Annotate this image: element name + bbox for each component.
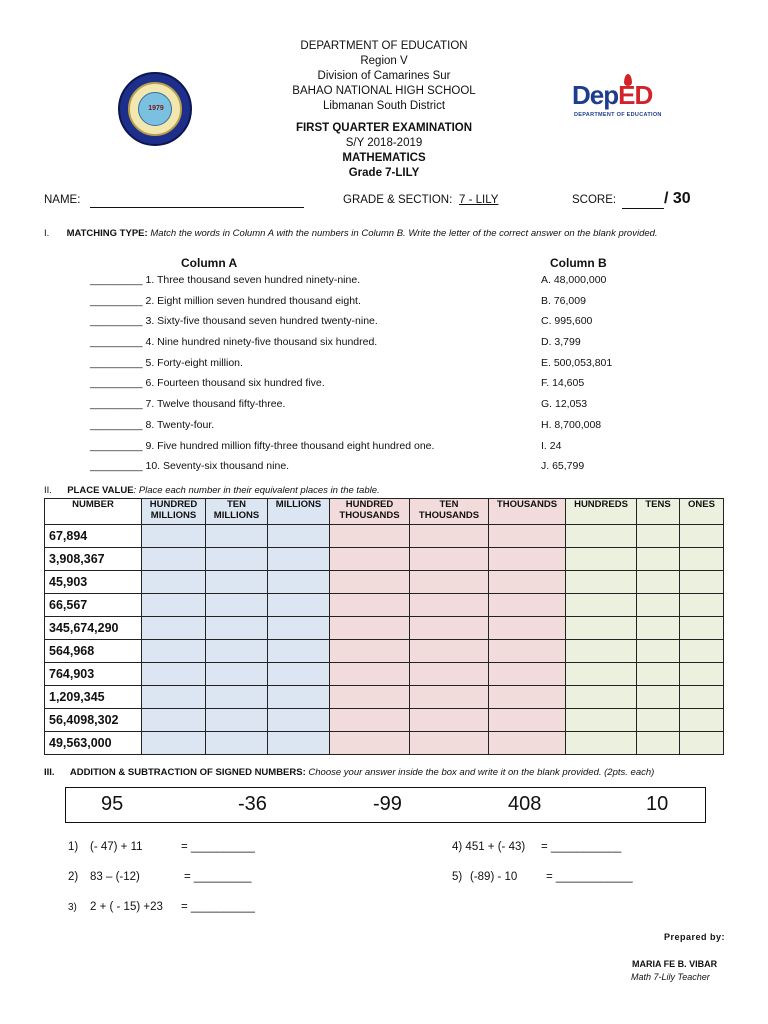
problem-4-blank[interactable]: = ___________ (541, 841, 622, 853)
place-value-table (44, 498, 724, 755)
number-cell: 764,903 (45, 663, 142, 686)
exam-title: FIRST QUARTER EXAMINATION (295, 122, 473, 134)
answer-cell[interactable] (268, 525, 330, 548)
answer-cell[interactable] (206, 617, 268, 640)
list-item: _________ 2. Eight million seven hundred thousand eight. (90, 294, 361, 307)
answer-cell[interactable] (566, 617, 637, 640)
list-item: E. 500,053,801 (541, 356, 613, 369)
problem-4-label: 4) 451 + (- 43) (452, 841, 526, 853)
answer-cell[interactable] (489, 732, 566, 755)
answer-cell[interactable] (206, 663, 268, 686)
table-row (45, 732, 724, 755)
answer-cell[interactable] (566, 594, 637, 617)
answer-cell[interactable] (410, 571, 489, 594)
answer-cell[interactable] (637, 594, 680, 617)
answer-blank[interactable]: _________ (90, 460, 143, 473)
name-blank[interactable] (90, 194, 304, 208)
list-item: _________ 8. Twenty-four. (90, 418, 215, 431)
answer-cell[interactable] (142, 548, 206, 571)
part2-heading (44, 485, 380, 496)
score-total: / 30 (664, 190, 691, 207)
column-header-tens: TENS (637, 499, 680, 525)
answer-cell[interactable] (566, 525, 637, 548)
column-header-ten-millions: TEN MILLIONS (206, 499, 268, 525)
answer-cell[interactable] (680, 548, 724, 571)
list-item: C. 995,600 (541, 315, 593, 328)
answer-cell[interactable] (680, 594, 724, 617)
header-line-3: Division of Camarines Sur (317, 70, 451, 82)
column-header-hundred-thousands: HUNDRED THOUSANDS (330, 499, 410, 525)
answer-blank[interactable]: _________ (90, 274, 143, 286)
answer-cell[interactable] (489, 640, 566, 663)
answer-cell[interactable] (268, 663, 330, 686)
problem-1-label: 1) (68, 841, 79, 853)
answer-cell[interactable] (330, 686, 410, 709)
choice-item: 10 (646, 793, 669, 815)
column-header-hundred-millions: HUNDRED MILLIONS (142, 499, 206, 525)
list-item: F. 14,605 (541, 377, 585, 390)
part1-title: MATCHING TYPE: (66, 228, 148, 239)
answer-cell[interactable] (489, 686, 566, 709)
answer-cell[interactable] (142, 594, 206, 617)
answer-cell[interactable] (680, 640, 724, 663)
answer-blank[interactable]: _________ (90, 377, 143, 390)
deped-logo-text: DepED (572, 80, 653, 110)
column-header-number: NUMBER (45, 499, 142, 525)
table-row (45, 525, 724, 548)
list-item: D. 3,799 (541, 336, 581, 349)
answer-cell[interactable] (637, 640, 680, 663)
answer-cell[interactable] (489, 594, 566, 617)
answer-cell[interactable] (268, 571, 330, 594)
part1-number: I. (44, 228, 50, 239)
name-label: NAME: (44, 194, 81, 206)
answer-cell[interactable] (330, 709, 410, 732)
answer-cell[interactable] (142, 686, 206, 709)
answer-cell[interactable] (206, 732, 268, 755)
answer-cell[interactable] (206, 709, 268, 732)
problem-2-expression: 83 – (-12) (90, 871, 140, 883)
answer-cell[interactable] (410, 548, 489, 571)
part3-instruction: Choose your answer inside the box and write it on the blank provided. (2pts. each) (308, 767, 655, 778)
table-row (45, 663, 724, 686)
answer-cell[interactable] (206, 686, 268, 709)
answer-cell[interactable] (637, 663, 680, 686)
list-item: A. 48,000,000 (541, 274, 607, 286)
column-a-header: Column A (181, 256, 238, 270)
answer-cell[interactable] (680, 571, 724, 594)
table-row (45, 571, 724, 594)
answer-cell[interactable] (566, 686, 637, 709)
number-cell: 3,908,367 (45, 548, 142, 571)
answer-cell[interactable] (142, 709, 206, 732)
number-cell: 345,674,290 (45, 617, 142, 640)
seal-year: 1979 (148, 105, 164, 112)
answer-cell[interactable] (142, 617, 206, 640)
answer-cell[interactable] (330, 663, 410, 686)
answer-cell[interactable] (489, 548, 566, 571)
answer-blank[interactable]: _________ (90, 315, 143, 328)
part2-title: PLACE VALUE (67, 485, 134, 496)
column-header-ten-thousands: TEN THOUSANDS (410, 499, 489, 525)
answer-cell[interactable] (142, 525, 206, 548)
answer-cell[interactable] (142, 732, 206, 755)
answer-cell[interactable] (489, 571, 566, 594)
answer-cell[interactable] (566, 663, 637, 686)
answer-cell[interactable] (566, 709, 637, 732)
column-header-hundreds: HUNDREDS (566, 499, 637, 525)
teacher-name: MARIA FE B. VIBAR (632, 959, 718, 969)
answer-cell[interactable] (410, 686, 489, 709)
school-year: S/Y 2018-2019 (345, 137, 423, 149)
answer-cell[interactable] (206, 594, 268, 617)
part1-instruction: Match the words in Column A with the numbers in Column B. Write the letter of the correct answer on the blank provided. (150, 228, 658, 239)
answer-cell[interactable] (268, 686, 330, 709)
answer-cell[interactable] (566, 732, 637, 755)
list-item: _________ 10. Seventy-six thousand nine. (90, 460, 290, 473)
answer-cell[interactable] (330, 571, 410, 594)
answer-cell[interactable] (489, 709, 566, 732)
answer-cell[interactable] (206, 640, 268, 663)
number-cell: 66,567 (45, 594, 142, 617)
answer-cell[interactable] (566, 548, 637, 571)
answer-cell[interactable] (566, 571, 637, 594)
answer-cell[interactable] (489, 525, 566, 548)
problem-1-blank[interactable]: = __________ (181, 841, 255, 853)
score-label: SCORE: (572, 194, 617, 206)
number-cell: 1,209,345 (45, 686, 142, 709)
number-cell: 56,4098,302 (45, 709, 142, 732)
answer-cell[interactable] (330, 525, 410, 548)
answer-cell[interactable] (268, 640, 330, 663)
answer-cell[interactable] (680, 709, 724, 732)
answer-cell[interactable] (489, 663, 566, 686)
answer-cell[interactable] (637, 709, 680, 732)
choice-item: 95 (101, 793, 124, 815)
answer-cell[interactable] (206, 571, 268, 594)
answer-cell[interactable] (330, 548, 410, 571)
column-b-list (541, 273, 721, 480)
column-header-thousands: THOUSANDS (489, 499, 566, 525)
list-item: _________ 9. Five hundred million fifty-three thousand eight hundred one. (90, 439, 435, 452)
column-a-list (90, 273, 530, 480)
answer-cell[interactable] (142, 663, 206, 686)
answer-cell[interactable] (566, 640, 637, 663)
answer-cell[interactable] (637, 686, 680, 709)
grade-title: Grade 7-LILY (348, 167, 420, 179)
list-item: H. 8,700,008 (541, 418, 602, 431)
number-cell: 67,894 (45, 525, 142, 548)
problem-5-expression: (-89) - 10 (470, 871, 518, 883)
problem-5-label: 5) (452, 871, 463, 883)
answer-cell[interactable] (680, 525, 724, 548)
table-row (45, 617, 724, 640)
answer-blank[interactable]: _________ (90, 418, 143, 431)
answer-cell[interactable] (680, 732, 724, 755)
answer-cell[interactable] (206, 525, 268, 548)
answer-cell[interactable] (142, 571, 206, 594)
problem-2-blank[interactable]: = _________ (184, 871, 252, 883)
answer-blank[interactable]: _________ (90, 439, 143, 452)
list-item: _________ 6. Fourteen thousand six hundred five. (90, 377, 325, 390)
problem-2-label: 2) (68, 871, 79, 883)
part3-number: III. (44, 767, 55, 778)
number-cell: 564,968 (45, 640, 142, 663)
answer-cell[interactable] (330, 594, 410, 617)
list-item: B. 76,009 (541, 294, 586, 307)
part2-number: II. (44, 485, 52, 496)
header-line-2: Region V (360, 55, 408, 67)
answer-cell[interactable] (637, 732, 680, 755)
header-line-4: BAHAO NATIONAL HIGH SCHOOL (292, 85, 476, 97)
table-header-row (45, 499, 724, 525)
problem-3-label: 3) (68, 902, 77, 913)
choice-item: -99 (373, 793, 402, 815)
table-row (45, 640, 724, 663)
answer-cell[interactable] (637, 617, 680, 640)
answer-blank[interactable]: _________ (90, 294, 143, 307)
answer-cell[interactable] (206, 548, 268, 571)
list-item: _________ 5. Forty-eight million. (90, 356, 243, 369)
table-row (45, 686, 724, 709)
subject-title: MATHEMATICS (342, 152, 426, 164)
answer-cell[interactable] (268, 709, 330, 732)
answer-cell[interactable] (680, 686, 724, 709)
list-item: I. 24 (541, 439, 562, 452)
problem-5-blank[interactable]: = ____________ (546, 871, 633, 883)
answer-cell[interactable] (142, 640, 206, 663)
answer-cell[interactable] (268, 617, 330, 640)
answer-cell[interactable] (680, 617, 724, 640)
part2-instruction: : Place each number in their equivalent places in the table. (133, 485, 380, 496)
header-line-1: DEPARTMENT OF EDUCATION (300, 40, 468, 52)
list-item: _________ 4. Nine hundred ninety-five thousand six hundred. (90, 336, 378, 349)
list-item: J. 65,799 (541, 460, 585, 473)
column-b-header: Column B (550, 256, 607, 270)
number-cell: 49,563,000 (45, 732, 142, 755)
answer-blank[interactable]: _________ (90, 336, 143, 349)
answer-cell[interactable] (489, 617, 566, 640)
answer-cell[interactable] (637, 571, 680, 594)
answer-cell[interactable] (410, 709, 489, 732)
problem-3-blank[interactable]: = __________ (181, 901, 255, 913)
answer-cell[interactable] (268, 732, 330, 755)
answer-cell[interactable] (268, 548, 330, 571)
answer-cell[interactable] (637, 548, 680, 571)
part3-title: ADDITION & SUBTRACTION OF SIGNED NUMBERS: (69, 767, 306, 778)
problem-1-expression: (- 47) + 11 (90, 841, 143, 853)
answer-cell[interactable] (680, 663, 724, 686)
column-header-millions: MILLIONS (268, 499, 330, 525)
answer-choices-box (65, 787, 706, 823)
answer-cell[interactable] (268, 594, 330, 617)
table-row (45, 594, 724, 617)
answer-cell[interactable] (410, 594, 489, 617)
part1-heading (44, 228, 658, 239)
problem-3-expression: 2 + ( - 15) +23 (90, 901, 163, 913)
table-row (45, 548, 724, 571)
choice-item: -36 (238, 793, 267, 815)
number-cell: 45,903 (45, 571, 142, 594)
answer-cell[interactable] (410, 525, 489, 548)
prepared-by-label: Prepared by: (664, 932, 726, 942)
deped-logo-subtitle: DEPARTMENT OF EDUCATION (574, 112, 662, 118)
list-item: _________ 1. Three thousand seven hundred ninety-nine. (90, 274, 361, 286)
grade-section-value: 7 - LILY (459, 194, 499, 206)
list-item: G. 12,053 (541, 398, 588, 411)
list-item: _________ 3. Sixty-five thousand seven hundred twenty-nine. (90, 315, 378, 328)
column-header-ones: ONES (680, 499, 724, 525)
answer-cell[interactable] (330, 732, 410, 755)
teacher-role: Math 7-Lily Teacher (631, 972, 710, 982)
part3-heading (44, 767, 654, 778)
choice-item: 408 (508, 793, 542, 815)
answer-cell[interactable] (410, 732, 489, 755)
answer-cell[interactable] (330, 640, 410, 663)
answer-cell[interactable] (410, 640, 489, 663)
score-blank[interactable] (622, 194, 664, 209)
list-item: _________ 7. Twelve thousand fifty-three. (90, 398, 286, 411)
answer-cell[interactable] (637, 525, 680, 548)
header-line-5: Libmanan South District (322, 100, 446, 112)
grade-section-label: GRADE & SECTION: (343, 194, 453, 206)
answer-blank[interactable]: _________ (90, 398, 143, 411)
answer-cell[interactable] (410, 663, 489, 686)
answer-cell[interactable] (330, 617, 410, 640)
table-row (45, 709, 724, 732)
answer-cell[interactable] (410, 617, 489, 640)
answer-blank[interactable]: _________ (90, 356, 143, 369)
